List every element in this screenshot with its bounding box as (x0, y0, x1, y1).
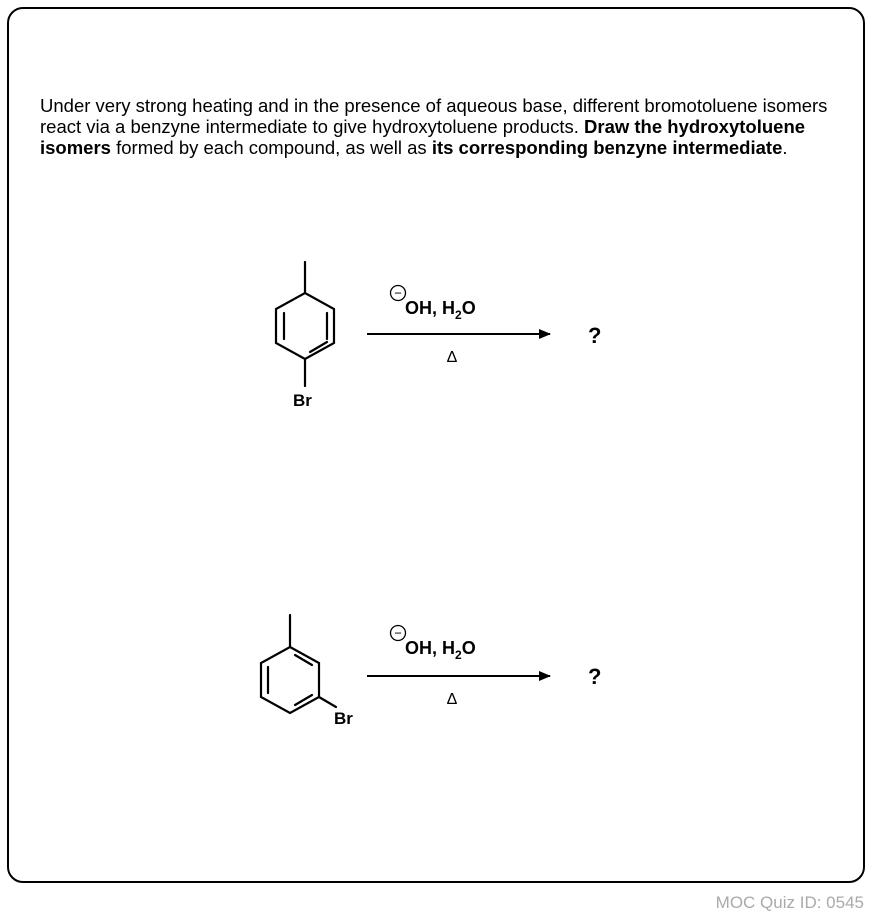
reagent-label (391, 286, 476, 323)
question-part-3: . (782, 137, 788, 158)
quiz-id: MOC Quiz ID: 0545 (715, 893, 864, 912)
question-part-1: Under very strong heating and in the presence of aqueous base, different bromotoluene isomers react via a benzyne intermediate to give hydroxytoluene products. (40, 95, 828, 137)
reaction-2 (261, 615, 601, 728)
product-question: ? (588, 323, 602, 348)
heat-condition: Δ (446, 691, 458, 708)
br-bond (319, 697, 336, 707)
reaction-1 (276, 262, 601, 410)
question-part-2: formed by each compound, as well as (110, 137, 432, 158)
question-bold-1: Draw the hydroxytoluene isomers (40, 116, 806, 158)
question-bold-2: its corresponding benzyne intermediate (431, 137, 783, 158)
molecule-3-bromotoluene (261, 615, 336, 713)
reagent-label (391, 626, 476, 663)
heat-condition: Δ (446, 349, 458, 366)
product-question: ? (588, 664, 602, 689)
br-label: Br (293, 391, 312, 410)
charge-symbol: − (394, 285, 402, 301)
reagent-text: OH, $H_2O$ (405, 298, 476, 322)
reagent-text: OH, $H_2O$ (405, 638, 476, 662)
benzene-ring (261, 647, 319, 713)
br-label: Br (334, 709, 353, 728)
molecule-4-bromotoluene (276, 262, 334, 386)
charge-symbol: − (394, 625, 402, 641)
